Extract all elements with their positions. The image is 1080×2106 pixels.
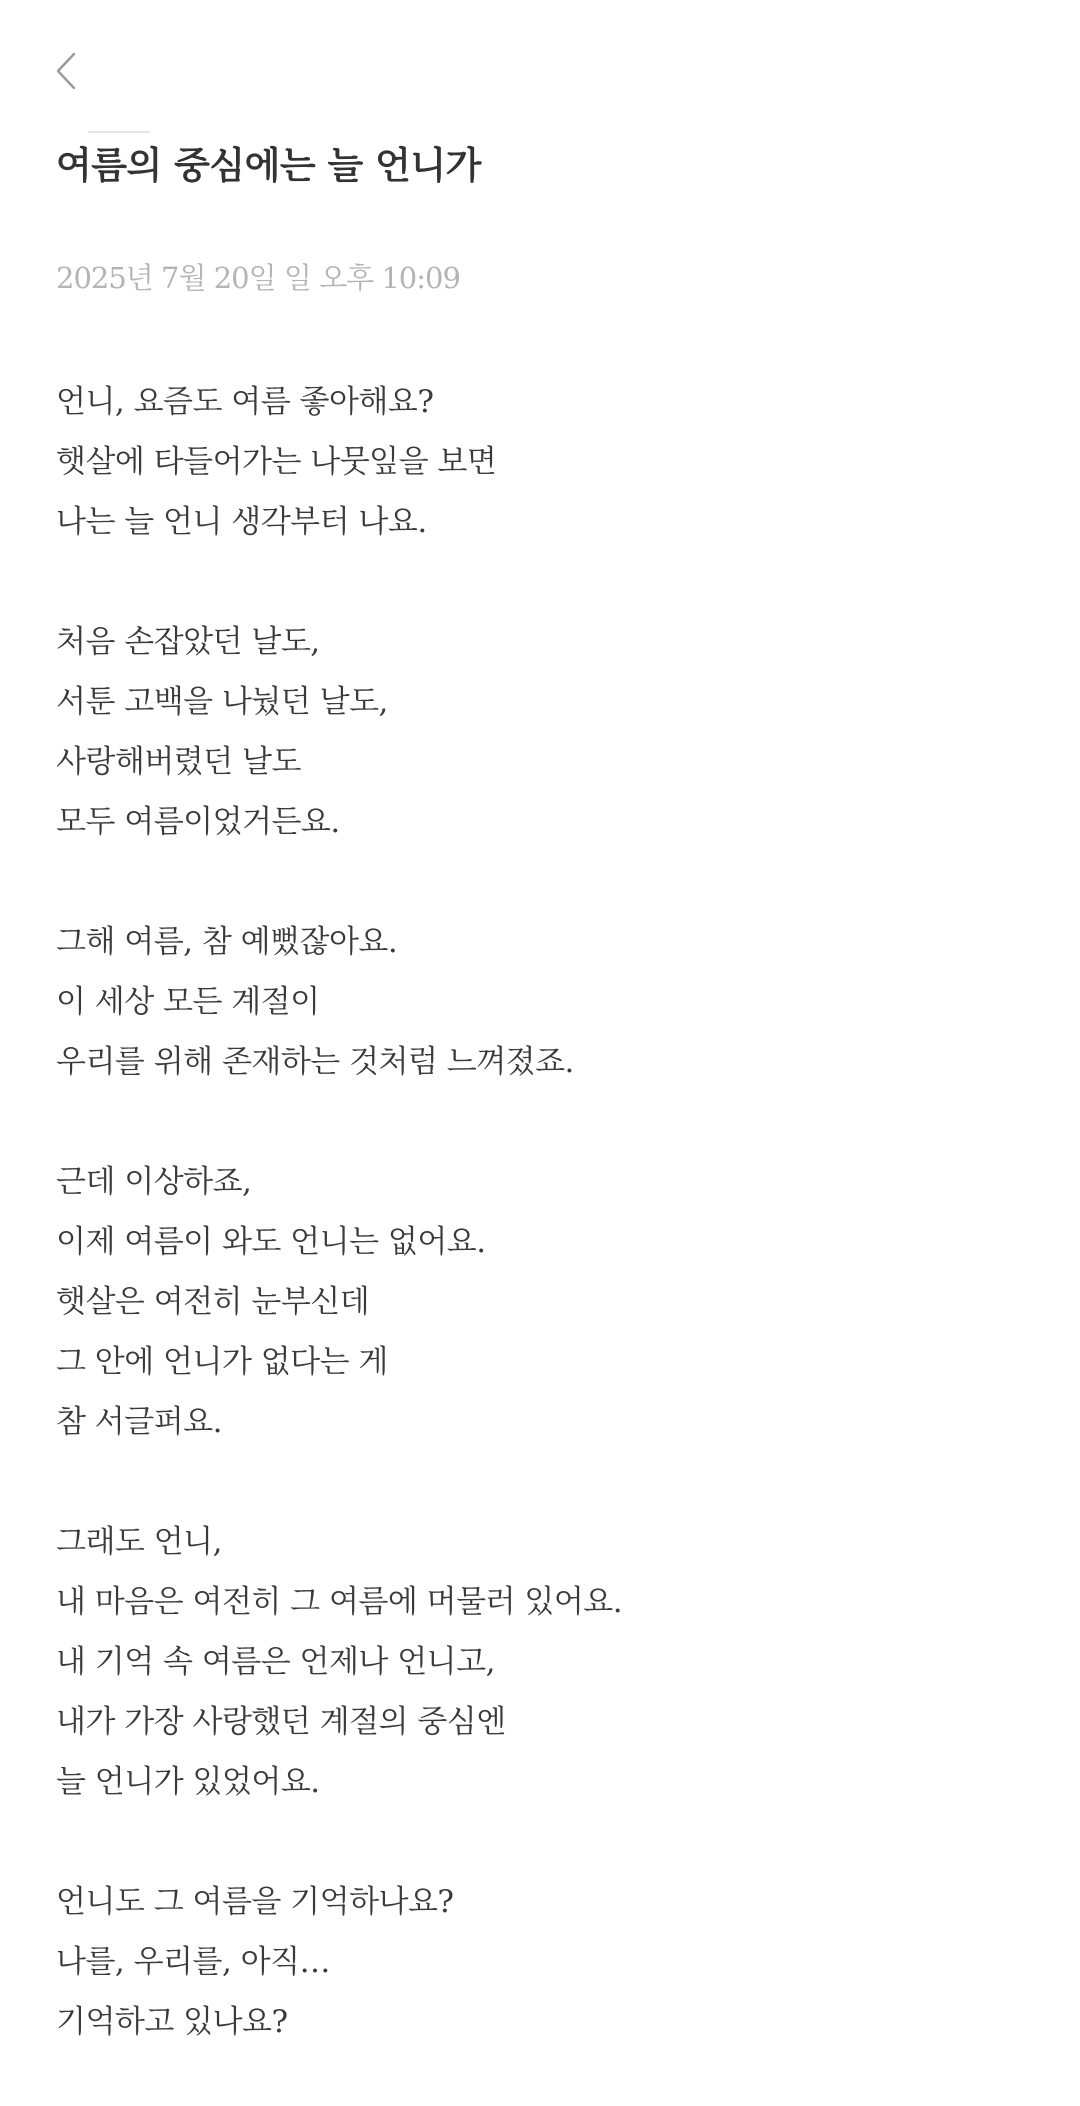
stanza-gap	[56, 1812, 1016, 1872]
post-title: 여름의 중심에는 늘 언니가	[56, 144, 481, 187]
poem-line: 기억하고 있나요?	[56, 2004, 288, 2040]
stanza-gap	[56, 852, 1016, 912]
stanza	[56, 1512, 1016, 1812]
post-body	[56, 372, 1016, 2052]
poem-line: 언니도 그 여름을 기억하나요?	[56, 1884, 454, 1920]
stanza	[56, 372, 1016, 552]
stanza	[56, 1152, 1016, 1452]
chevron-left-icon	[52, 48, 82, 94]
poem-line: 사랑해버렸던 날도	[56, 744, 301, 780]
poem-line: 그해 여름, 참 예뻤잖아요.	[56, 924, 398, 960]
poem-line: 내가 가장 사랑했던 계절의 중심엔	[56, 1704, 506, 1740]
stanza-gap	[56, 1452, 1016, 1512]
stanza-gap	[56, 552, 1016, 612]
post-date: 2025년 7월 20일 일 오후 10:09	[56, 261, 460, 295]
poem-line: 햇살에 타들어가는 나뭇잎을 보면	[56, 444, 497, 480]
poem-line: 근데 이상하죠,	[56, 1164, 252, 1200]
poem-line: 참 서글퍼요.	[56, 1404, 222, 1440]
stanza	[56, 912, 1016, 1092]
poem-line: 이제 여름이 와도 언니는 없어요.	[56, 1224, 486, 1260]
stanza	[56, 1872, 1016, 2052]
poem-line: 모두 여름이었거든요.	[56, 804, 340, 840]
poem-line: 그 안에 언니가 없다는 게	[56, 1344, 388, 1380]
poem-line: 언니, 요즘도 여름 좋아해요?	[56, 384, 434, 420]
poem-line: 내 기억 속 여름은 언제나 언니고,	[56, 1644, 495, 1680]
poem-line: 서툰 고백을 나눴던 날도,	[56, 684, 388, 720]
poem-line: 나를, 우리를, 아직…	[56, 1944, 331, 1980]
poem-line: 햇살은 여전히 눈부신데	[56, 1284, 370, 1320]
back-button[interactable]	[52, 48, 82, 94]
stanza	[56, 612, 1016, 852]
poem-line: 나는 늘 언니 생각부터 나요.	[56, 504, 427, 540]
stanza-gap	[56, 1092, 1016, 1152]
poem-line: 우리를 위해 존재하는 것처럼 느껴졌죠.	[56, 1044, 574, 1080]
poem-line: 처음 손잡았던 날도,	[56, 624, 320, 660]
poem-line: 이 세상 모든 계절이	[56, 984, 320, 1020]
poem-line: 늘 언니가 있었어요.	[56, 1764, 320, 1800]
title-divider	[88, 131, 150, 133]
poem-line: 내 마음은 여전히 그 여름에 머물러 있어요.	[56, 1584, 623, 1620]
poem-line: 그래도 언니,	[56, 1524, 222, 1560]
